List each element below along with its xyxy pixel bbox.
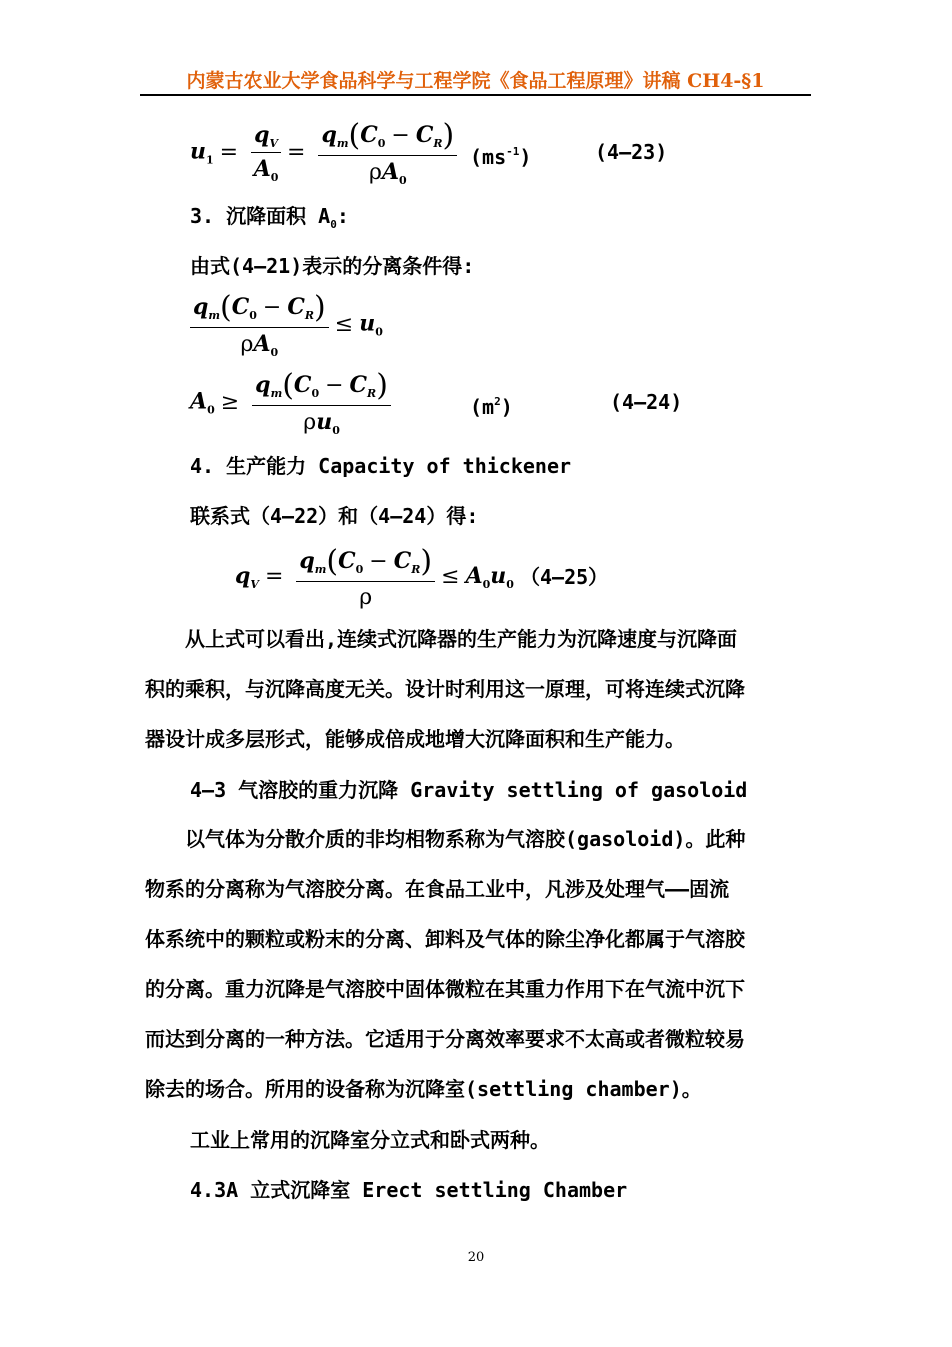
- equation-4-25-number: （4—25）: [520, 565, 609, 589]
- section-4-3a-heading: 4.3A 立式沉降室 Erect settling Chamber: [190, 1178, 628, 1202]
- page-number: 20: [467, 1250, 485, 1265]
- page-header: 内蒙古农业大学食品科学与工程学院《食品工程原理》讲稿 CH4-§1: [186, 70, 765, 92]
- condition-inequality: $\frac{q_m(C_0 - C_R)}{\rho A_0}$ ≤ $u_0$: [190, 290, 383, 359]
- section-3-heading: 3. 沉降面积 $A_0$:: [190, 204, 349, 231]
- paragraph-chamber-types: 工业上常用的沉降室分立式和卧式两种。: [190, 1128, 550, 1152]
- header-rule: [140, 94, 811, 96]
- equation-4-23-unit: $(ms^{-1})$: [470, 145, 532, 169]
- equation-4-24-number: (4—24): [610, 390, 683, 414]
- equation-4-24: $A_0$ ≥ $\frac{q_m(C_0 - C_R)}{\rho u_0}$: [190, 368, 391, 437]
- paragraph-gasoloid: 以气体为分散介质的非均相物系称为气溶胶(gasoloid)。此种 物系的分离称为气溶胶分离。在食品工业中，凡涉及处理气——固流 体系统中的颗粒或粉末的分离、卸料及气体的除尘净化都属于气溶胶 的分离。重力沉降是气溶胶中固体微粒在其重力作用下在气流中沉下 而达到分离的一种方法。它适用于分离效率要求不太高或者微粒较易 除去的场合。所用的设备称为沉降室(settling chamber)。: [145, 827, 746, 1101]
- section-3-intro: 由式(4—21)表示的分离条件得:: [190, 254, 475, 278]
- equation-4-23: $u_1$ = $\frac{q_V}{A_0}$ = $\frac{q_m(C_0 - C_R)}{\rho A_0}$: [190, 118, 457, 187]
- section-4-intro: 联系式（4—22）和（4—24）得:: [190, 504, 479, 528]
- equation-4-25: $q_V$ = $\frac{q_m(C_0 - C_R)}{\rho}$ ≤ $A_0u_0$: [235, 544, 514, 610]
- equation-4-23-number: (4—23): [595, 140, 668, 164]
- paragraph-capacity: 从上式可以看出,连续式沉降器的生产能力为沉降速度与沉降面 积的乘积，与沉降高度无关。设计时利用这一原理，可将连续式沉降 器设计成多层形式，能够成倍成地增大沉降面积和生产能力。: [145, 627, 745, 751]
- section-4-heading: 4. 生产能力 Capacity of thickener: [190, 454, 572, 478]
- section-4-3-heading: 4—3 气溶胶的重力沉降 Gravity settling of gasoloid: [190, 778, 748, 802]
- equation-4-24-unit: $(m^2)$: [470, 395, 513, 419]
